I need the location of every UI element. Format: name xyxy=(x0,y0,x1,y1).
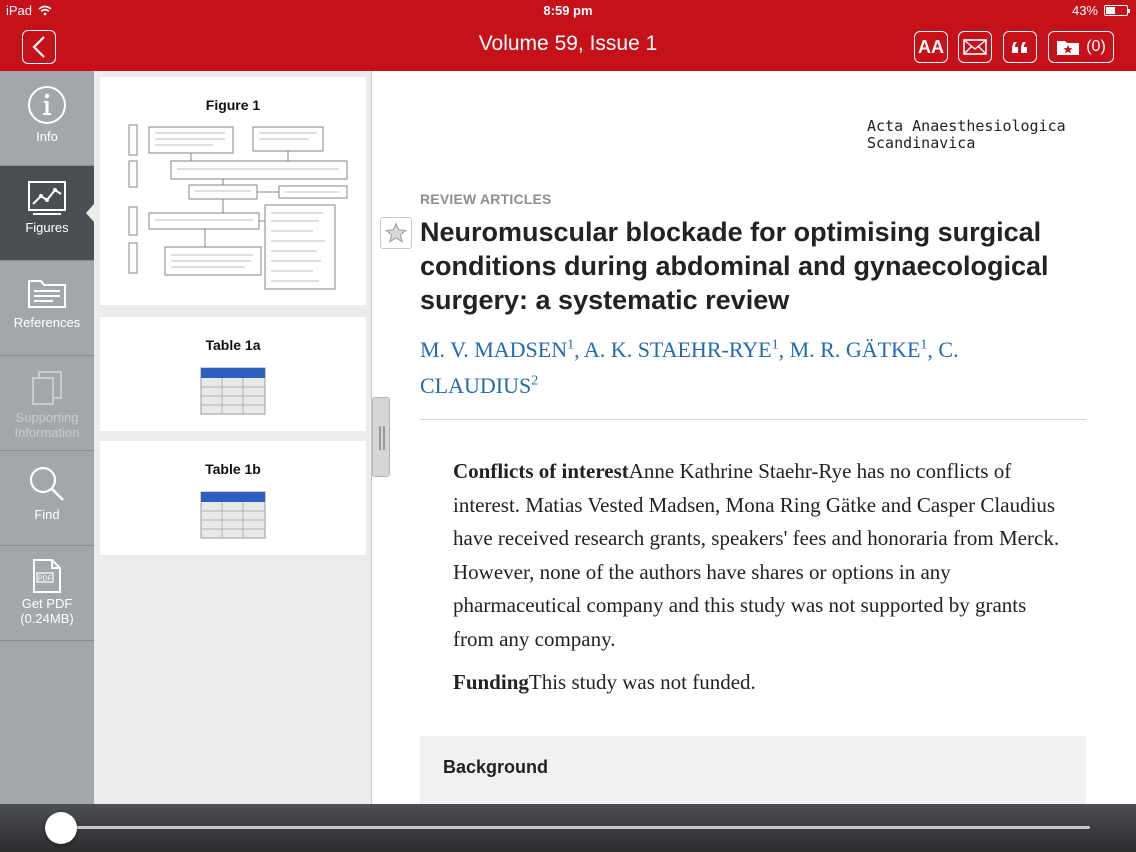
funding-heading: Funding xyxy=(453,670,529,694)
author-link[interactable]: A. K. STAEHR-RYE$^1$ xyxy=(583,337,779,363)
figures-panel xyxy=(94,71,372,804)
journal-name: Acta Anaesthesiologica Scandinavica xyxy=(867,117,1066,152)
text-size-icon: AA xyxy=(918,36,944,57)
sidebar-item-label: Supporting Information xyxy=(14,410,80,440)
favorite-button[interactable] xyxy=(380,217,412,249)
panel-resize-handle[interactable] xyxy=(372,397,390,477)
conflicts-text: Anne Kathrine Staehr-Rye has no conflicts of interest. Matias Vested Madsen, Mona Ring Gätke and Casper Claudius have received research grants, speakers' fees and honoraria from Merck. However, none of the authors have shares or options in any pharmaceutical company and this study was not supported by grants from any company. xyxy=(453,459,1060,651)
star-icon xyxy=(385,222,407,244)
battery-icon xyxy=(1104,5,1128,16)
flowchart-thumbnail xyxy=(113,121,353,291)
article-title: Neuromuscular blockade for optimising surgical conditions during abdominal and gynaecological surgery: a systematic review xyxy=(420,217,1049,315)
background-heading: Background xyxy=(443,757,549,777)
funding-text: This study was not funded. xyxy=(528,670,756,694)
sidebar-item-label: Get PDF (0.24MB) xyxy=(20,596,74,626)
sidebar-item-label: Find xyxy=(34,507,60,522)
figure-title: Figure 1 xyxy=(205,97,261,113)
author-link[interactable]: M. R. GÄTKE$^1$ xyxy=(789,337,928,363)
battery-fill xyxy=(1106,7,1115,14)
page-slider-bar xyxy=(0,804,1136,852)
nav-bar xyxy=(0,22,1136,71)
table-title: Table 1a xyxy=(205,337,261,353)
conflicts-paragraph xyxy=(453,455,1071,656)
background-section-header[interactable] xyxy=(420,736,1086,804)
section-label: REVIEW ARTICLES xyxy=(420,191,552,207)
pdf-icon xyxy=(32,558,62,594)
table-card[interactable] xyxy=(100,441,366,555)
device-name: iPad xyxy=(6,3,33,18)
table-icon xyxy=(200,367,266,415)
funding-paragraph xyxy=(453,666,1071,700)
author-link[interactable]: M. V. MADSEN$^1$ xyxy=(420,337,575,363)
table-card[interactable] xyxy=(100,317,366,431)
envelope-icon xyxy=(963,39,987,55)
sidebar-item-get-pdf[interactable] xyxy=(0,546,94,641)
author-link[interactable]: C. CLAUDIUS$^2$ xyxy=(420,337,959,398)
page-slider-thumb[interactable] xyxy=(45,812,77,844)
sidebar-item-label: References xyxy=(13,315,81,330)
divider xyxy=(420,419,1086,420)
status-bar xyxy=(0,0,1136,22)
page-slider-track[interactable] xyxy=(60,826,1090,829)
chart-icon xyxy=(27,180,67,216)
sidebar-item-figures[interactable] xyxy=(0,166,94,261)
pdf-icon-text: PDF xyxy=(38,575,52,583)
sidebar-item-label: Info xyxy=(36,129,58,144)
sidebar-item-supporting-information xyxy=(0,356,94,451)
sidebar-item-label: Figures xyxy=(25,220,69,235)
sidebar-item-find[interactable] xyxy=(0,451,94,546)
clock: 8:59 pm xyxy=(543,3,593,18)
sidebar-item-info[interactable] xyxy=(0,71,94,166)
issue-title: Volume 59, Issue 1 xyxy=(478,32,658,55)
text-size-button[interactable] xyxy=(914,31,948,63)
figure-card[interactable] xyxy=(100,77,366,305)
active-indicator xyxy=(86,204,94,222)
battery-percent: 43% xyxy=(1071,3,1098,18)
article-body xyxy=(453,455,1071,710)
search-icon xyxy=(28,465,66,503)
folder-star-icon xyxy=(1056,38,1080,56)
table-icon xyxy=(200,491,266,539)
quote-icon xyxy=(1011,40,1029,54)
sidebar xyxy=(0,71,94,804)
conflicts-heading: Conflicts of interest xyxy=(453,459,629,483)
saved-count: (0) xyxy=(1086,38,1106,55)
article-view xyxy=(373,71,1136,804)
saved-articles-button[interactable] xyxy=(1048,31,1114,63)
author-list: M. V. MADSEN$^1$, A. K. STAEHR-RYE$^1$, M. R. GÄTKE$^1$, C. CLAUDIUS$^2$ xyxy=(420,337,959,398)
cite-button[interactable] xyxy=(1003,31,1037,63)
info-icon xyxy=(27,85,67,125)
folder-icon xyxy=(27,275,67,311)
table-title: Table 1b xyxy=(205,461,261,477)
sidebar-item-references[interactable] xyxy=(0,261,94,356)
documents-icon xyxy=(29,370,65,408)
email-button[interactable] xyxy=(958,31,992,63)
